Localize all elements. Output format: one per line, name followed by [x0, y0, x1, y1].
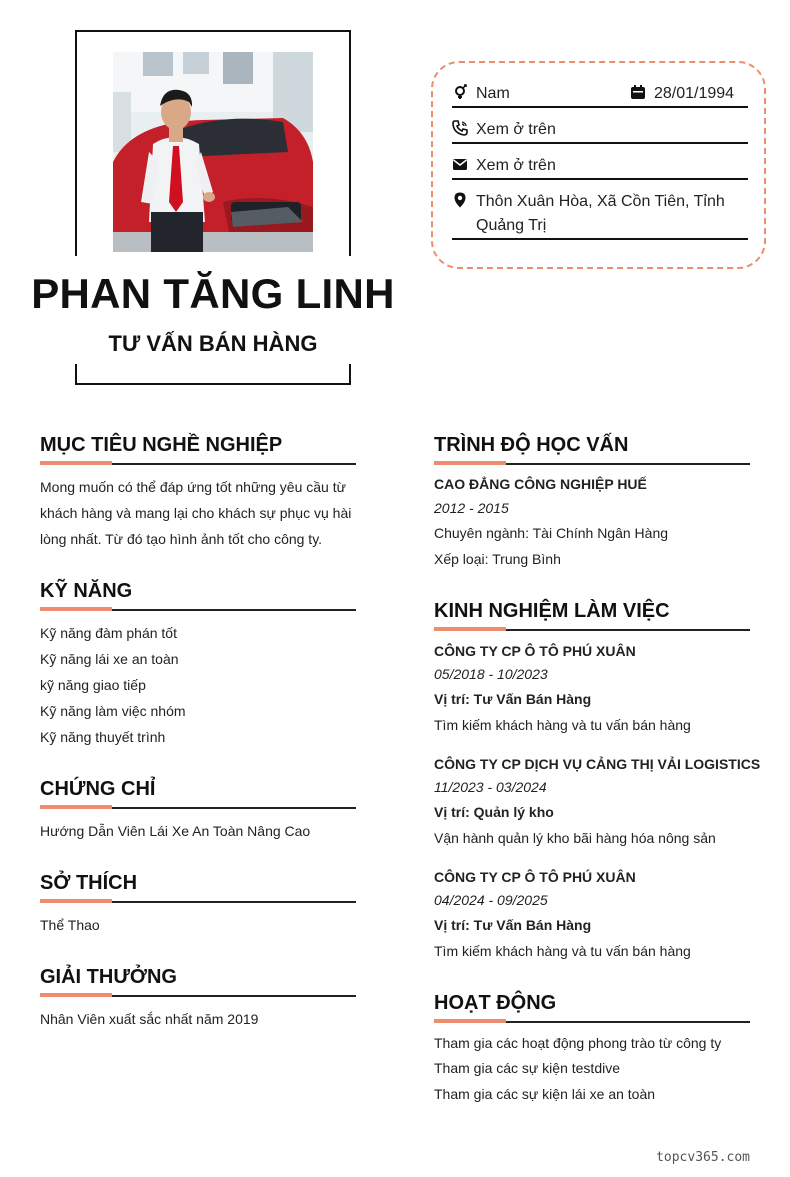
hobby-item: Thể Thao	[40, 917, 100, 933]
objective-line-3: lòng nhất. Từ đó tạo hình ảnh tốt cho công ty.	[40, 531, 323, 547]
calendar-icon	[630, 84, 646, 100]
job-company: CÔNG TY CP Ô TÔ PHÚ XUÂN	[434, 869, 636, 885]
section-title-activities: HOẠT ĐỘNG	[434, 992, 557, 1014]
contact-row-address	[452, 190, 748, 240]
profile-photo	[113, 52, 313, 252]
contact-row-email	[452, 154, 748, 180]
phone-icon	[452, 120, 468, 136]
envelope-icon	[452, 156, 468, 172]
header-frame-top	[75, 30, 351, 32]
header-frame-bottom	[75, 383, 351, 385]
section-title-experience: KINH NGHIỆM LÀM VIỆC	[434, 600, 670, 622]
birthdate-text: 28/01/1994	[654, 85, 735, 102]
certificate-item: Hướng Dẫn Viên Lái Xe An Toàn Nâng Cao	[40, 823, 311, 839]
section-title-objective: MỤC TIÊU NGHỀ NGHIỆP	[40, 434, 283, 456]
candidate-name: PHAN TĂNG LINH	[31, 270, 395, 317]
education-grade: Xếp loại: Trung Bình	[434, 551, 561, 567]
map-pin-icon	[452, 192, 468, 208]
activity-item: Tham gia các sự kiện testdive	[434, 1060, 621, 1076]
section-accent	[40, 461, 112, 465]
section-accent	[40, 899, 112, 903]
header-frame-bottom-left	[75, 364, 77, 385]
section-title-skills: KỸ NĂNG	[40, 580, 133, 602]
job-company: CÔNG TY CP DỊCH VỤ CẢNG THỊ VẢI LOGISTICS	[434, 756, 761, 772]
skill-item: Kỹ năng lái xe an toàn	[40, 651, 179, 667]
job-position: Vị trí: Tư Vấn Bán Hàng	[434, 691, 592, 707]
section-title-certificates: CHỨNG CHỈ	[40, 778, 156, 800]
section-accent	[40, 993, 112, 997]
job-position: Vị trí: Quản lý kho	[434, 804, 554, 820]
email-text: Xem ở trên	[476, 157, 556, 174]
skill-item: kỹ năng giao tiếp	[40, 677, 146, 693]
job-description: Vận hành quản lý kho bãi hàng hóa nông sản	[434, 830, 716, 846]
objective-line-2: khách hàng và mang lại cho khách sự phục vụ hài	[40, 505, 352, 521]
header-frame-right	[349, 30, 351, 256]
section-accent	[434, 1019, 506, 1023]
job-description: Tìm kiếm khách hàng và tu vấn bán hàng	[434, 943, 691, 959]
job-position: Vị trí: Tư Vấn Bán Hàng	[434, 917, 592, 933]
job-company: CÔNG TY CP Ô TÔ PHÚ XUÂN	[434, 643, 636, 659]
objective-line-1: Mong muốn có thể đáp ứng tốt những yêu cầu từ	[40, 479, 346, 495]
header-frame-bottom-right	[349, 364, 351, 385]
award-item: Nhân Viên xuất sắc nhất năm 2019	[40, 1011, 259, 1027]
section-title-education: TRÌNH ĐỘ HỌC VẤN	[434, 434, 629, 456]
skill-item: Kỹ năng đàm phán tốt	[40, 625, 177, 641]
phone-text: Xem ở trên	[476, 121, 556, 138]
skill-item: Kỹ năng thuyết trình	[40, 729, 166, 745]
address-line-2: Quảng Trị	[476, 217, 547, 234]
contact-row-gender-birthdate	[452, 82, 748, 108]
activity-item: Tham gia các sự kiện lái xe an toàn	[434, 1086, 656, 1102]
address-line-1: Thôn Xuân Hòa, Xã Cồn Tiên, Tỉnh	[476, 193, 725, 210]
job-period: 11/2023 - 03/2024	[434, 779, 547, 795]
candidate-role: TƯ VẤN BÁN HÀNG	[108, 331, 318, 356]
education-school: CAO ĐẲNG CÔNG NGHIỆP HUẾ	[434, 476, 647, 492]
education-major: Chuyên ngành: Tài Chính Ngân Hàng	[434, 525, 669, 541]
section-accent	[40, 805, 112, 809]
header-frame-left	[75, 30, 77, 256]
education-period: 2012 - 2015	[434, 500, 509, 516]
section-accent	[434, 461, 506, 465]
job-period: 05/2018 - 10/2023	[434, 666, 548, 682]
section-accent	[434, 627, 506, 631]
job-period: 04/2024 - 09/2025	[434, 892, 548, 908]
contact-row-phone	[452, 118, 748, 144]
activity-item: Tham gia các hoạt động phong trào từ công ty	[434, 1035, 722, 1051]
watermark-text: topcv365.com	[656, 1150, 750, 1165]
job-description: Tìm kiếm khách hàng và tu vấn bán hàng	[434, 717, 691, 733]
section-title-awards: GIẢI THƯỞNG	[40, 966, 177, 988]
section-title-hobbies: SỞ THÍCH	[40, 872, 138, 894]
gender-text: Nam	[476, 85, 510, 102]
gender-icon	[452, 84, 468, 100]
skill-item: Kỹ năng làm việc nhóm	[40, 703, 186, 719]
section-accent	[40, 607, 112, 611]
